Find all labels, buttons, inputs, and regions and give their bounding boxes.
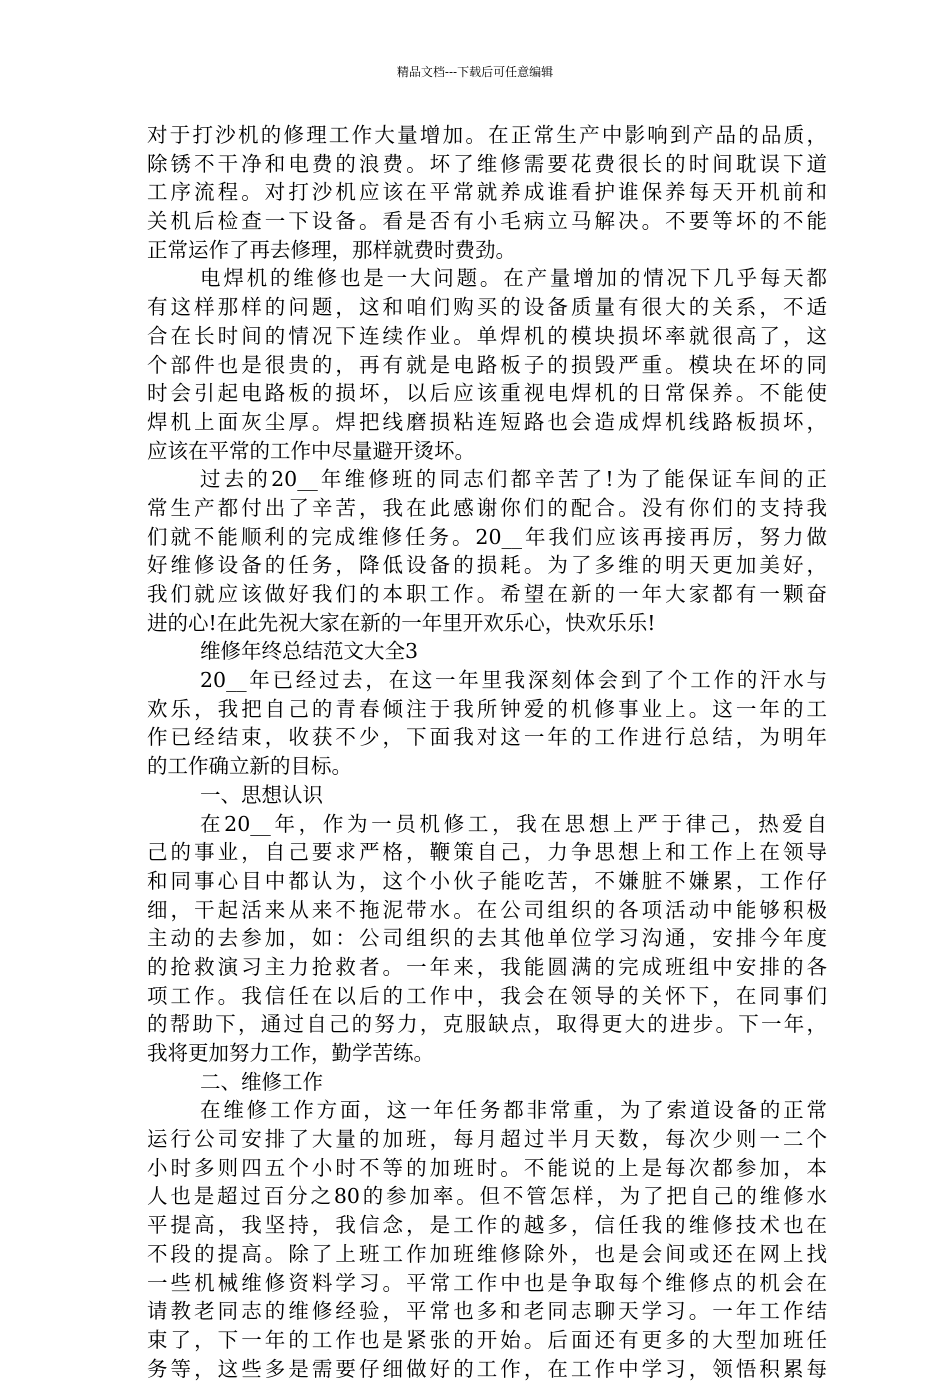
text-line: 常生产都付出了辛苦，我在此感谢你们的配合。没有你们的支持我: [147, 495, 827, 520]
text-line: 人也是超过百分之80的参加率。但不管怎样，为了把自己的维修水: [147, 1184, 827, 1209]
text-line: 平提高，我坚持，我信念，是工作的越多，信任我的维修技术也在: [147, 1213, 827, 1238]
text-line: 时会引起电路板的损坏，以后应该重视电焊机的日常保养。不能使: [147, 381, 827, 406]
page-header: 精品文档---下载后可任意编辑: [396, 65, 554, 79]
text-line: 不段的提高。除了上班工作加班维修除外，也是会间或还在网上找: [147, 1241, 827, 1266]
text-line: 合在长时间的情况下连续作业。单焊机的模块损坏率就很高了，这: [147, 323, 827, 348]
text-line: 作已经结束，收获不少，下面我对这一年的工作进行总结，为明年: [147, 725, 827, 750]
text-line: 过去的20__年维修班的同志们都辛苦了!为了能保证车间的正: [200, 467, 827, 492]
text-line: 在维修工作方面，这一年任务都非常重，为了索道设备的正常: [200, 1098, 827, 1123]
text-line: 运行公司安排了大量的加班，每月超过半月天数，每次少则一二个: [147, 1127, 827, 1152]
text-line: 工序流程。对打沙机应该在平常就养成谁看护谁保养每天开机前和: [147, 180, 827, 205]
text-line: 一、思想认识: [200, 782, 323, 807]
text-line: 好维修设备的任务，降低设备的损耗。为了多维的明天更加美好，: [147, 553, 827, 578]
text-line: 我们就应该做好我们的本职工作。希望在新的一年大家都有一颗奋: [147, 582, 827, 606]
text-line: 20__年已经过去，在这一年里我深刻体会到了个工作的汗水与: [200, 668, 827, 693]
text-line: 己的事业，自己要求严格，鞭策自己，力争思想上和工作上在领导: [147, 840, 827, 865]
text-line: 务等，这些多是需要仔细做好的工作，在工作中学习，领悟积累每: [147, 1356, 827, 1381]
text-line: 应该在平常的工作中尽量避开烫坏。: [147, 438, 475, 463]
text-line: 和同事心目中都认为，这个小伙子能吃苦，不嫌脏不嫌累，工作仔: [147, 868, 827, 893]
document-body: [147, 121, 827, 1383]
text-line: 我将更加努力工作，勤学苦练。: [147, 1041, 434, 1065]
text-line: 欢乐，我把自己的青春倾注于我所钟爱的机修事业上。这一年的工: [147, 696, 827, 721]
text-line: 项工作。我信任在以后的工作中，我会在领导的关怀下，在同事们: [147, 983, 827, 1008]
text-line: 焊机上面灰尘厚。焊把线磨损粘连短路也会造成焊机线路板损坏，: [147, 409, 827, 434]
text-line: 维修年终总结范文大全3: [200, 639, 419, 664]
text-line: 束了，下一年的工作也是紧张的开始。后面还有更多的大型加班任: [147, 1327, 827, 1352]
text-line: 电焊机的维修也是一大问题。在产量增加的情况下几乎每天都: [200, 266, 827, 291]
text-line: 正常运作了再去修理，那样就费时费劲。: [147, 237, 516, 262]
text-line: 的工作确立新的目标。: [147, 754, 352, 779]
text-line: 的抢救演习主力抢救者。一年来，我能圆满的完成班组中安排的各: [147, 954, 827, 979]
text-line: 一些机械维修资料学习。平常工作中也是争取每个维修点的机会在: [147, 1270, 827, 1295]
text-line: 除锈不干净和电费的浪费。坏了维修需要花费很长的时间耽误下道: [147, 151, 827, 176]
text-line: 关机后检查一下设备。看是否有小毛病立马解决。不要等坏的不能: [147, 209, 827, 234]
text-line: 小时多则四五个小时不等的加班时。不能说的上是每次都参加，本: [147, 1155, 827, 1180]
text-line: 主动的去参加，如：公司组织的去其他单位学习沟通，安排今年度: [147, 926, 827, 951]
text-line: 对于打沙机的修理工作大量增加。在正常生产中影响到产品的品质，: [147, 123, 827, 147]
text-line: 二、维修工作: [200, 1069, 323, 1094]
text-line: 们就不能顺利的完成维修任务。20__年我们应该再接再厉，努力做: [147, 524, 827, 549]
text-line: 有这样那样的问题，这和咱们购买的设备质量有很大的关系，不适: [147, 295, 827, 320]
text-line: 在20__年，作为一员机修工，我在思想上严于律己，热爱自: [200, 811, 827, 836]
text-line: 的帮助下，通过自己的努力，克服缺点，取得更大的进步。下一年，: [147, 1012, 827, 1037]
text-line: 个部件也是很贵的，再有就是电路板子的损毁严重。模块在坏的同: [147, 352, 827, 377]
text-line: 进的心!在此先祝大家在新的一年里开欢乐心，快欢乐乐!: [147, 610, 656, 635]
text-line: 细，干起活来从来不拖泥带水。在公司组织的各项活动中能够积极: [147, 897, 827, 922]
text-line: 请教老同志的维修经验，平常也多和老同志聊天学习。一年工作结: [147, 1299, 827, 1324]
